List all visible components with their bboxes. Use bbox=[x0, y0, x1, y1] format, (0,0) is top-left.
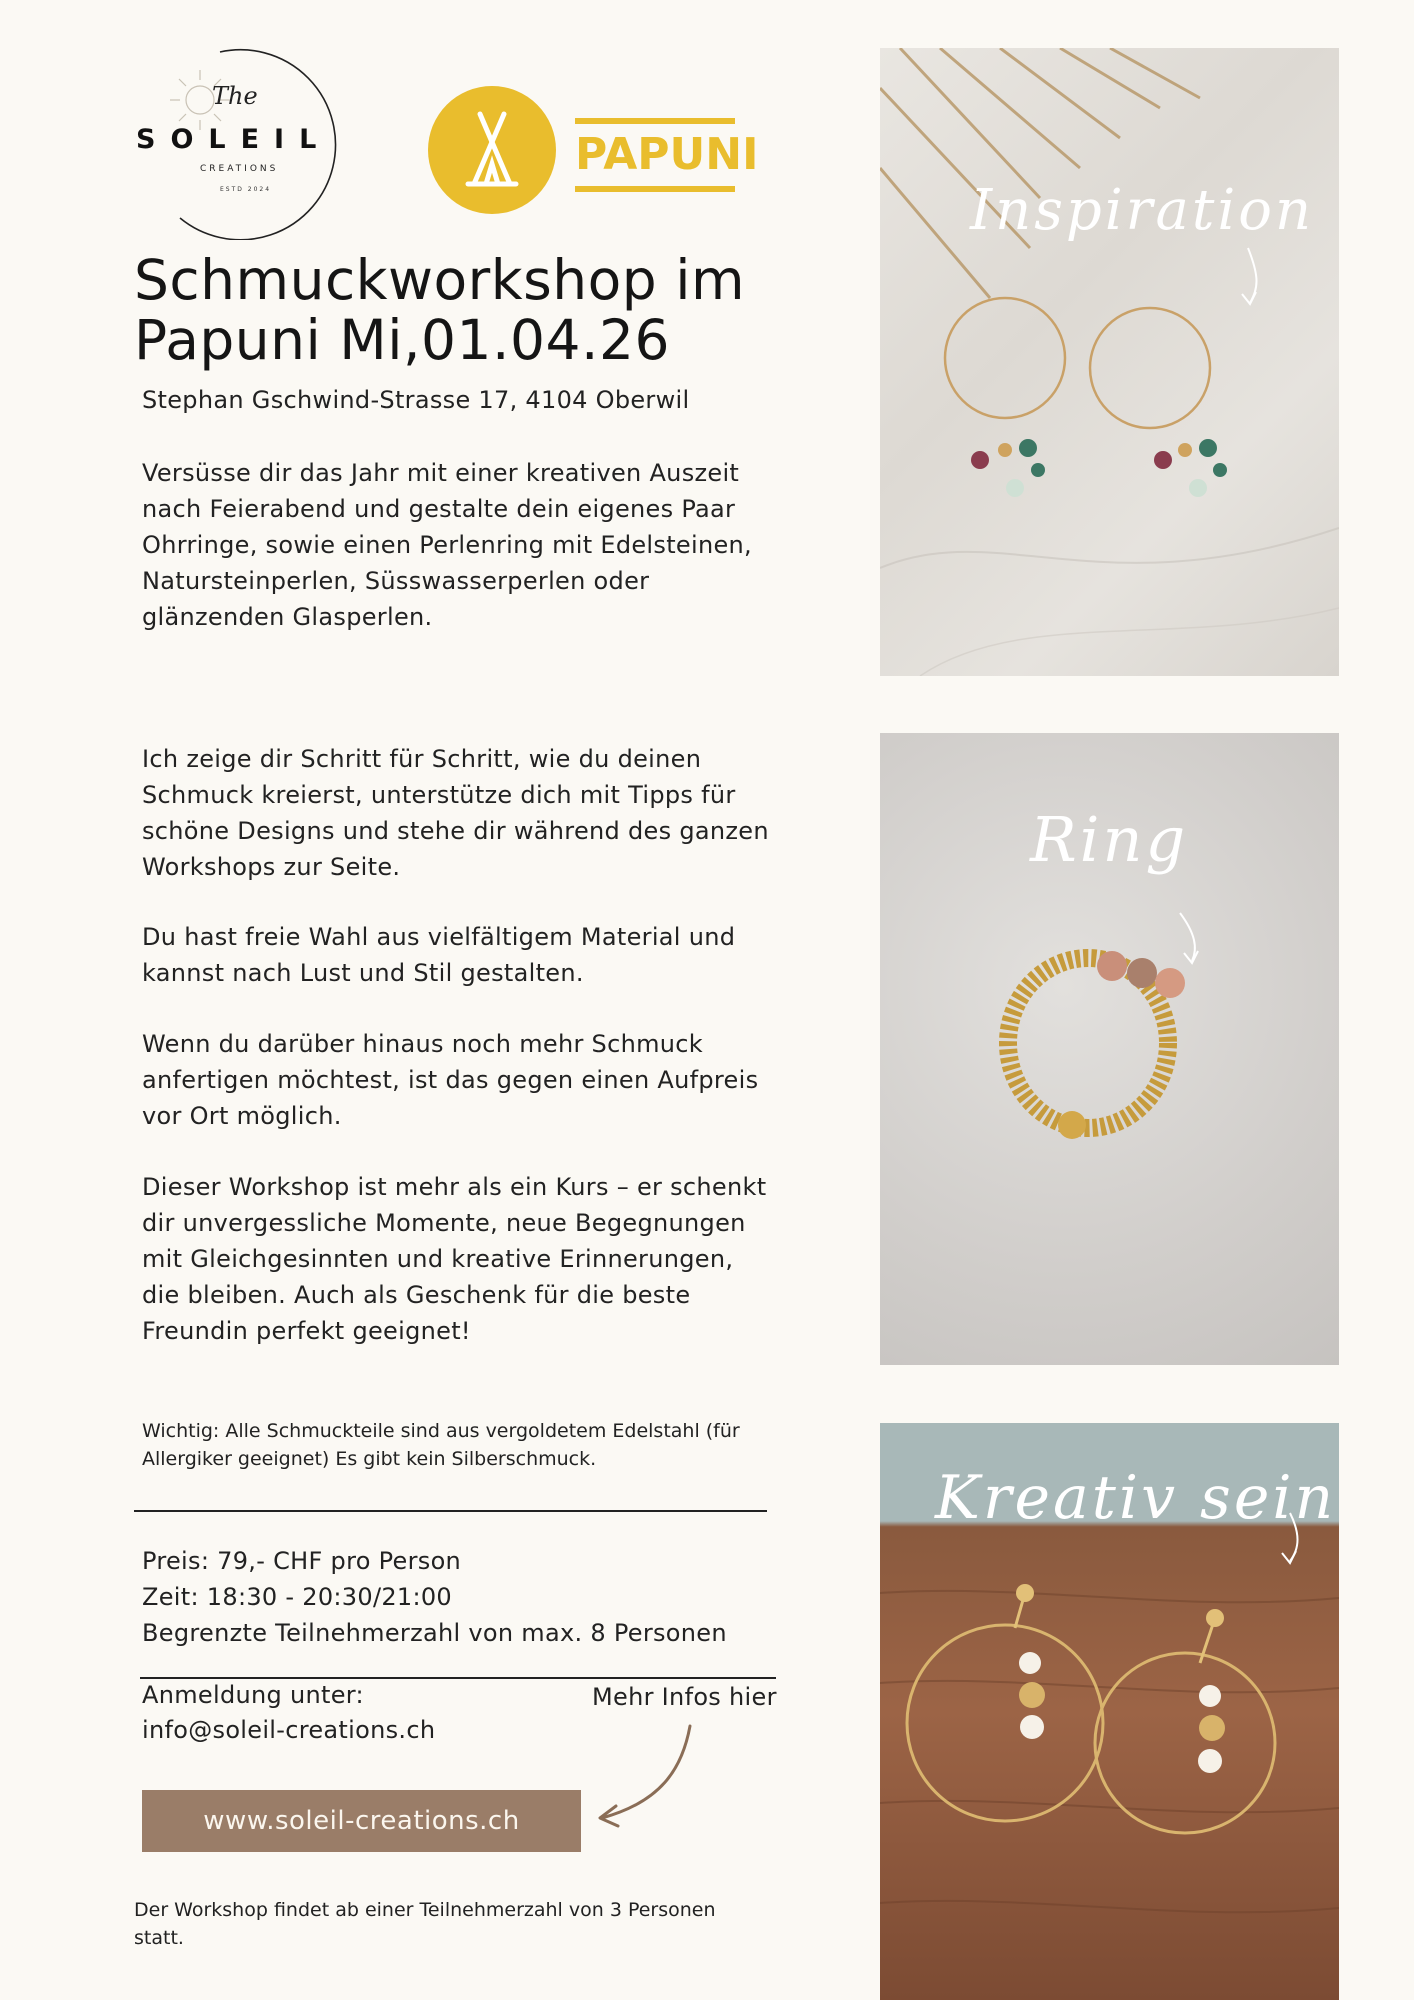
title-line-2: Papuni Mi,01.04.26 bbox=[134, 308, 670, 372]
registration-label: Anmeldung unter: bbox=[142, 1681, 364, 1709]
experience-paragraph: Dieser Workshop ist mehr als ein Kurs – er schenkt dir unvergessliche Momente, neue Begegnungen mit Gleichgesinnten und kreative Erinnerungen, die bleiben. Auch als Geschenk für die beste Freundin perfekt geeignet! bbox=[142, 1173, 767, 1345]
price-text: Preis: 79,- CHF pro Person bbox=[142, 1547, 462, 1575]
papuni-wordmark: PAPUNI bbox=[575, 118, 735, 192]
ring-photo bbox=[880, 733, 1339, 1365]
soleil-the-script: The bbox=[212, 82, 258, 110]
inspiration-label: Inspiration bbox=[970, 178, 1315, 243]
divider-top bbox=[134, 1510, 767, 1512]
venue-address: Stephan Gschwind-Strasse 17, 4104 Oberwil bbox=[142, 386, 690, 414]
time-text: Zeit: 18:30 - 20:30/21:00 bbox=[142, 1583, 452, 1611]
guidance-paragraph: Ich zeige dir Schritt für Schritt, wie du deinen Schmuck kreierst, unterstütze dich mit Tipps für schöne Designs und stehe dir während des ganzen Workshops zur Seite. bbox=[142, 745, 769, 881]
papuni-logo-circle bbox=[428, 86, 556, 214]
kreativ-sein-label: Kreativ sein bbox=[935, 1463, 1337, 1533]
registration-email[interactable]: info@soleil-creations.ch bbox=[142, 1716, 436, 1744]
ring-label: Ring bbox=[1030, 803, 1189, 876]
participant-limit-text: Begrenzte Teilnehmerzahl von max. 8 Personen bbox=[142, 1619, 727, 1647]
title-line-1: Schmuckworkshop im bbox=[134, 248, 746, 312]
material-paragraph: Du hast freie Wahl aus vielfältigem Material und kannst nach Lust und Stil gestalten. bbox=[142, 923, 736, 987]
soleil-wordmark: SOLEIL bbox=[136, 124, 332, 155]
earrings-photo bbox=[880, 48, 1339, 676]
soleil-estd-text: ESTD 2024 bbox=[220, 186, 272, 193]
soleil-creations-text: CREATIONS bbox=[200, 164, 279, 174]
minimum-participants-note: Der Workshop findet ab einer Teilnehmerzahl von 3 Personen statt. bbox=[134, 1899, 716, 1949]
tipi-icon bbox=[428, 86, 556, 214]
pearl-earrings-photo bbox=[880, 1423, 1339, 2000]
intro-paragraph: Versüsse dir das Jahr mit einer kreativen Auszeit nach Feierabend und gestalte dein eigenes Paar Ohrringe, sowie einen Perlenring mit Edelsteinen, Natursteinperlen, Süsswasserperlen oder glänzenden Glasperlen. bbox=[142, 459, 752, 631]
curved-arrow-icon bbox=[590, 1720, 700, 1830]
website-button[interactable]: www.soleil-creations.ch bbox=[142, 1790, 581, 1852]
page-title bbox=[134, 250, 834, 370]
extra-jewelry-paragraph: Wenn du darüber hinaus noch mehr Schmuck anfertigen möchtest, ist das gegen einen Aufpreis vor Ort möglich. bbox=[142, 1030, 759, 1130]
soleil-creations-logo bbox=[130, 40, 370, 240]
earrings-illustration bbox=[880, 48, 1339, 676]
more-info-label: Mehr Infos hier bbox=[592, 1683, 777, 1711]
material-note: Wichtig: Alle Schmuckteile sind aus vergoldetem Edelstahl (für Allergiker geeignet) Es gibt kein Silberschmuck. bbox=[142, 1420, 740, 1470]
